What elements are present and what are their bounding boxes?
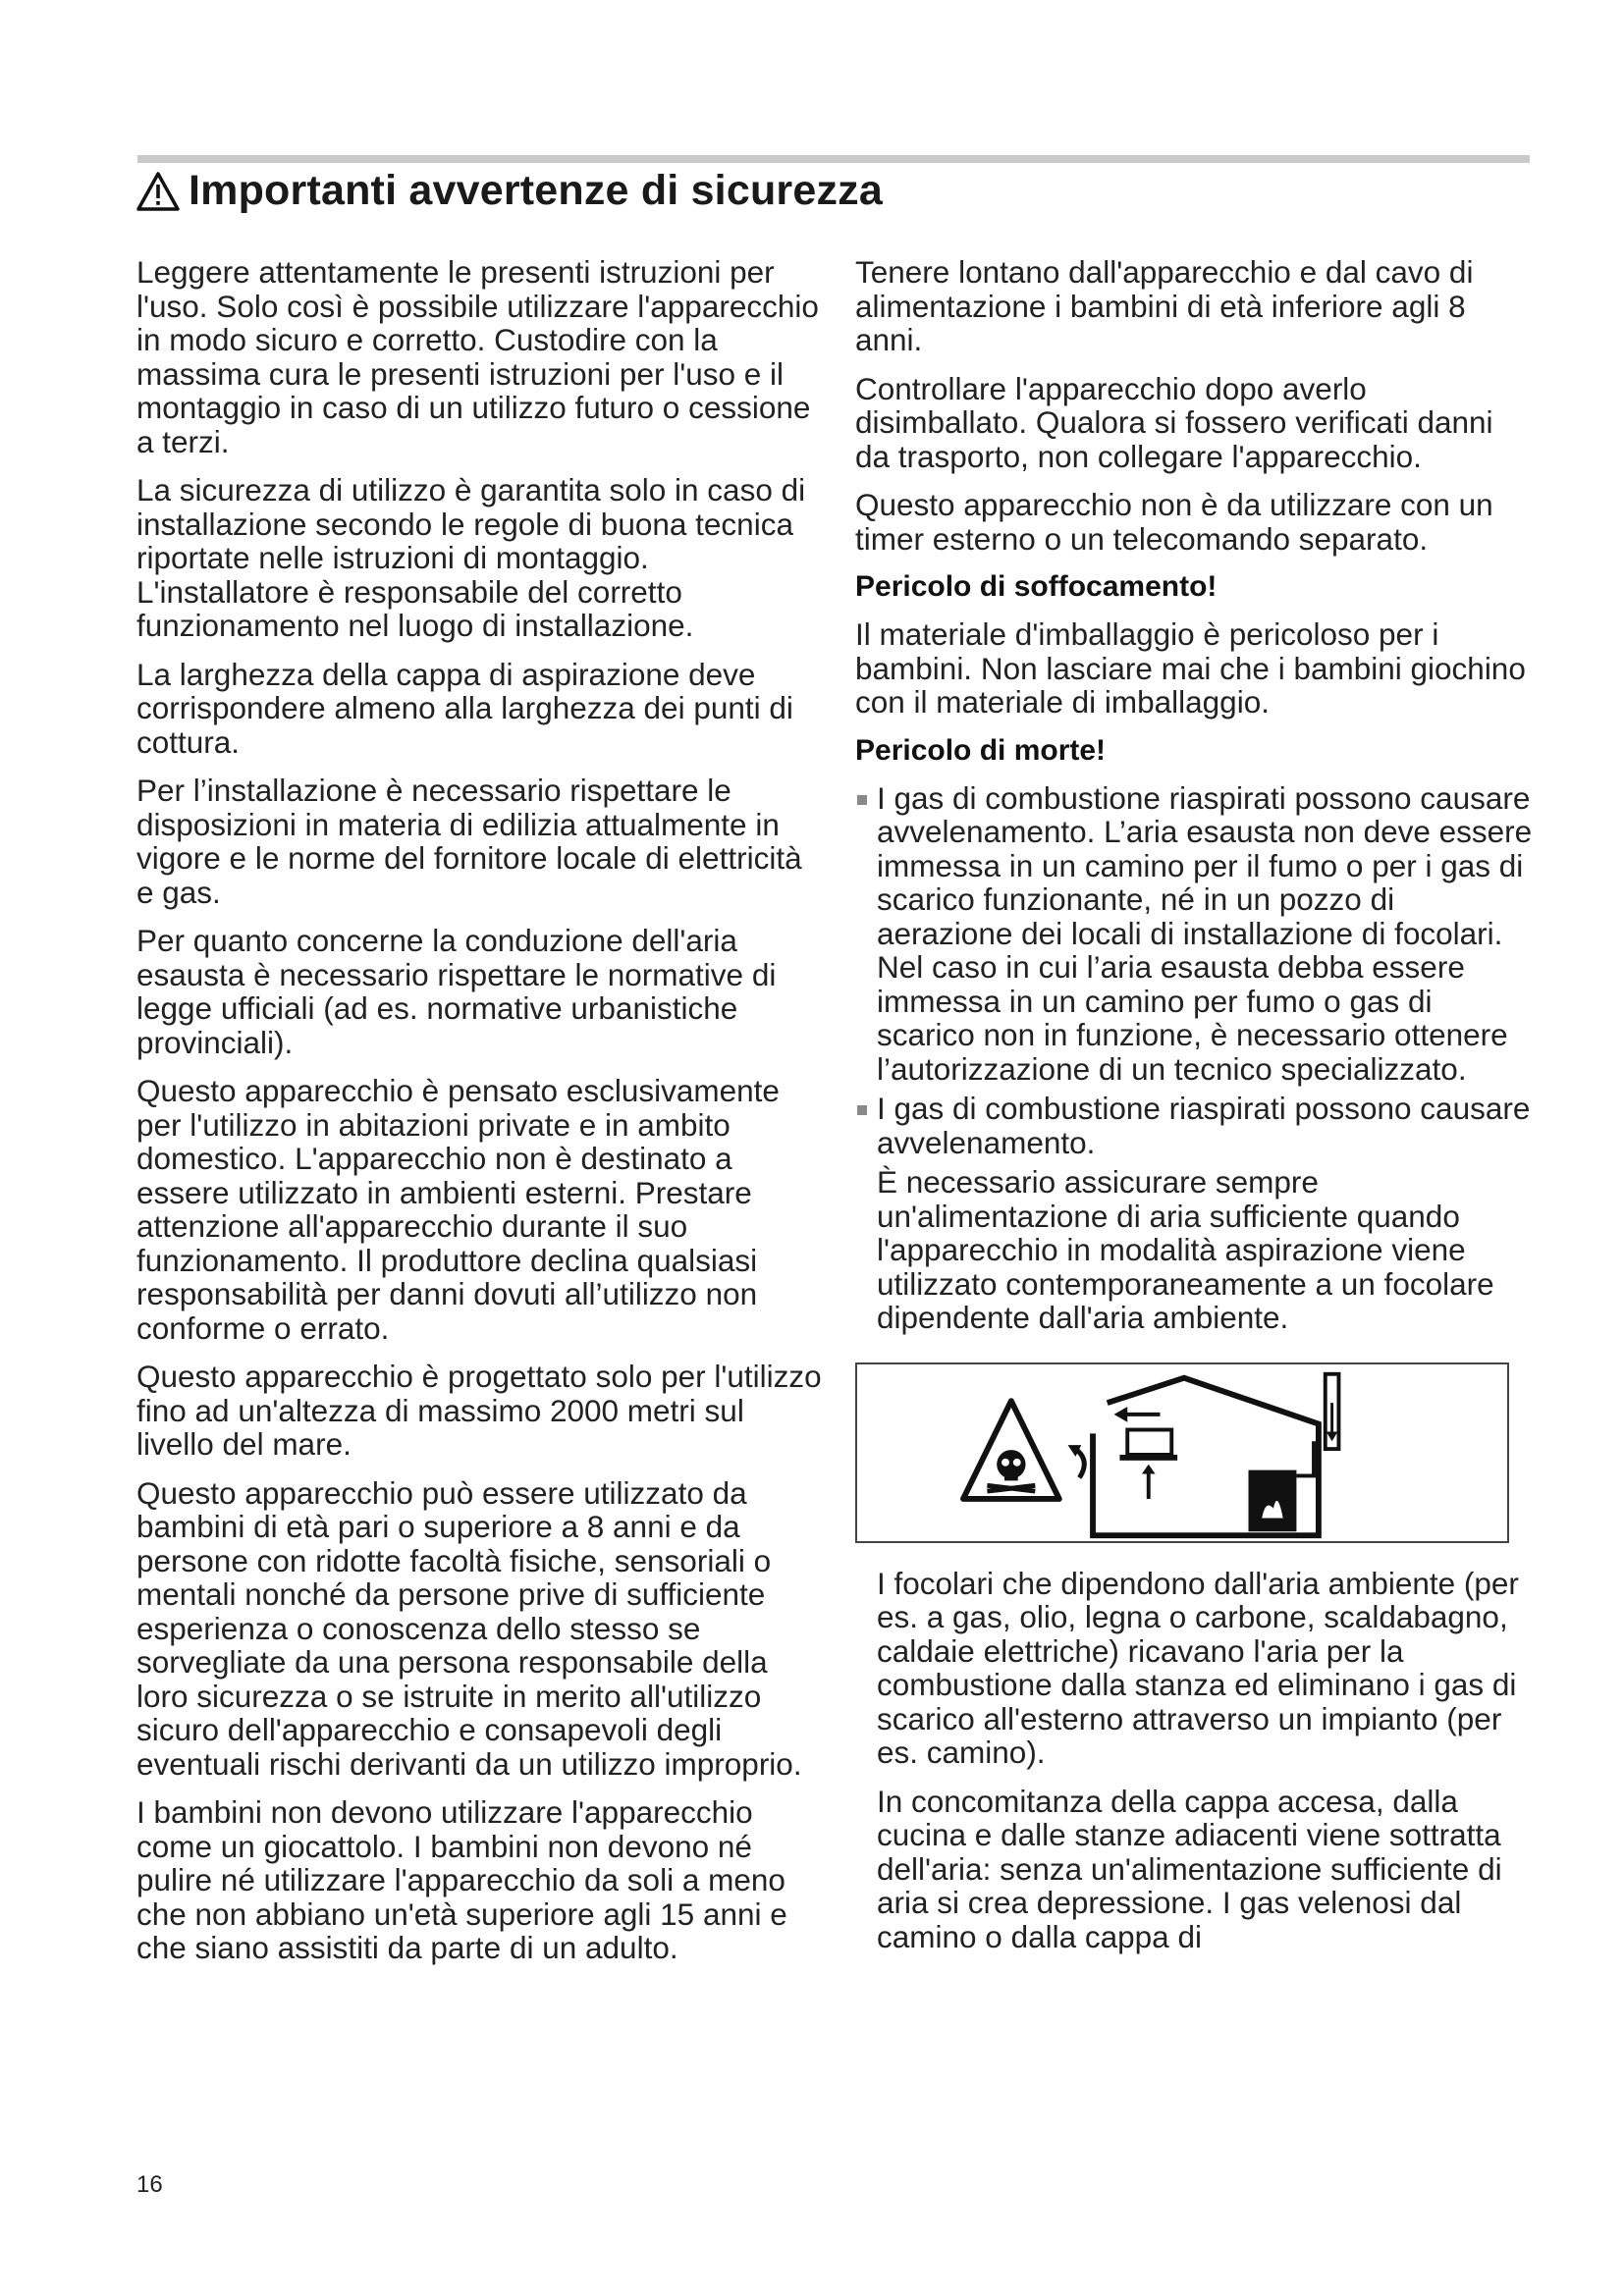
heading-danger-of-death: Pericolo di morte! xyxy=(855,733,1107,767)
heading-suffocation: Pericolo di soffocamento! xyxy=(855,570,1218,603)
warning-figure xyxy=(855,1362,1509,1543)
page-title-text: Importanti avvertenze di sicurezza xyxy=(189,167,883,214)
right-column xyxy=(855,255,1533,1968)
bullet-square-icon xyxy=(857,795,867,805)
paragraph: Questo apparecchio può essere utilizzato da bambini di età pari o superiore a 8 anni e da persone con ridotte facoltà fisiche, sensoriali o mentali nonché da persone prive di sufficiente esperienza o conoscenza dello stesso se sorvegliate da una persona responsabile della loro sicurezza o se istruite in merito all'utilizzo sicuro dell'apparecchio e consapevoli degli eventuali rischi derivanti da un utilizzo improprio. xyxy=(136,1474,802,1782)
paragraph: In concomitanza della cappa accesa, dalla cucina e dalle stanze adiacenti viene sottratta dell'aria: senza un'alimentazione sufficiente di aria si crea depressione. I gas velenosi dal camino o dalla cappa di xyxy=(877,1783,1502,1954)
list-item-continuation: È necessario assicurare sempre un'alimentazione di aria sufficiente quando l'apparecchio in modalità aspirazione viene utilizzato contemporaneamente a un focolare dipendente dall'aria ambiente. xyxy=(877,1164,1494,1335)
page-number: 16 xyxy=(136,2171,163,2198)
paragraph: Per l’installazione è necessario rispettare le disposizioni in materia di edilizia attualmente in vigore e le norme del fornitore locale di elettricità e gas. xyxy=(136,773,802,910)
list-item xyxy=(855,1092,1533,1159)
list-item-text: I gas di combustione riaspirati possono causare avvelenamento. L’aria esausta non deve essere immessa in un camino per il fumo o per i gas di scarico funzionante, né in un pozzo di aerazione dei locali di installazione di focolari. Nel caso in cui l’aria esausta debba essere immessa in un camino per fumo o gas di scarico non in funzione, è necessario ottenere l’autorizzazione di un tecnico specializzato. xyxy=(877,779,1533,1087)
paragraph: I bambini non devono utilizzare l'apparecchio come un giocattolo. I bambini non devono né pulire né utilizzare l'apparecchio da soli a meno che non abbiano un'età superiore agli 15 anni e che siano assistiti da parte di un adulto. xyxy=(136,1794,787,1965)
poison-skull-warning-icon xyxy=(857,1364,1507,1541)
paragraph: Controllare l'apparecchio dopo averlo disimballato. Qualora si fossero verificati danni da trasporto, non collegare l'apparecchio. xyxy=(855,370,1493,474)
page-title xyxy=(135,167,883,215)
paragraph: Per quanto concerne la conduzione dell'aria esausta è necessario rispettare le normative di legge ufficiali (ad es. normative urbanistiche provinciali). xyxy=(136,923,777,1060)
paragraph: Tenere lontano dall'apparecchio e dal cavo di alimentazione i bambini di età inferiore agli 8 anni. xyxy=(855,254,1474,357)
list-item-text: I gas di combustione riaspirati possono causare avvelenamento. xyxy=(877,1091,1531,1160)
paragraph: I focolari che dipendono dall'aria ambiente (per es. a gas, olio, legna o carbone, scaldabagno, caldaie elettriche) ricavano l'aria per la combustione dalla stanza ed eliminano i gas di scarico all'esterno attraverso un impianto (per es. camino). xyxy=(877,1565,1519,1770)
paragraph: Questo apparecchio è pensato esclusivamente per l'utilizzo in abitazioni private e in ambito domestico. L'apparecchio non è destinato a essere utilizzato in ambienti esterni. Prestare attenzione all'apparecchio durante il suo funzionamento. Il produttore declina qualsiasi responsabilità per danni dovuti all’utilizzo non conforme o errato. xyxy=(136,1073,780,1346)
bullet-square-icon xyxy=(857,1105,867,1115)
header-rule xyxy=(137,155,1530,163)
left-column xyxy=(136,255,824,1980)
paragraph: Il materiale d'imballaggio è pericoloso per i bambini. Non lasciare mai che i bambini giochino con il materiale di imballaggio. xyxy=(855,616,1526,720)
paragraph: La larghezza della cappa di aspirazione deve corrispondere almeno alla larghezza dei punti di cottura. xyxy=(136,656,793,760)
paragraph: Leggere attentamente le presenti istruzioni per l'uso. Solo così è possibile utilizzare l'apparecchio in modo sicuro e corretto. Custodire con la massima cura le presenti istruzioni per l'uso e il montaggio in caso di un utilizzo futuro o cessione a terzi. xyxy=(136,254,819,459)
paragraph: Questo apparecchio non è da utilizzare con un timer esterno o un telecomando separato. xyxy=(855,487,1493,557)
paragraph: La sicurezza di utilizzo è garantita solo in caso di installazione secondo le regole di buona tecnica riportate nelle istruzioni di montaggio. L'installatore è responsabile del corretto funzionamento nel luogo di installazione. xyxy=(136,472,806,643)
warning-triangle-icon xyxy=(135,171,181,212)
paragraph: Questo apparecchio è progettato solo per l'utilizzo fino ad un'altezza di massimo 2000 metri sul livello del mare. xyxy=(136,1359,822,1462)
list-item xyxy=(855,781,1533,1087)
